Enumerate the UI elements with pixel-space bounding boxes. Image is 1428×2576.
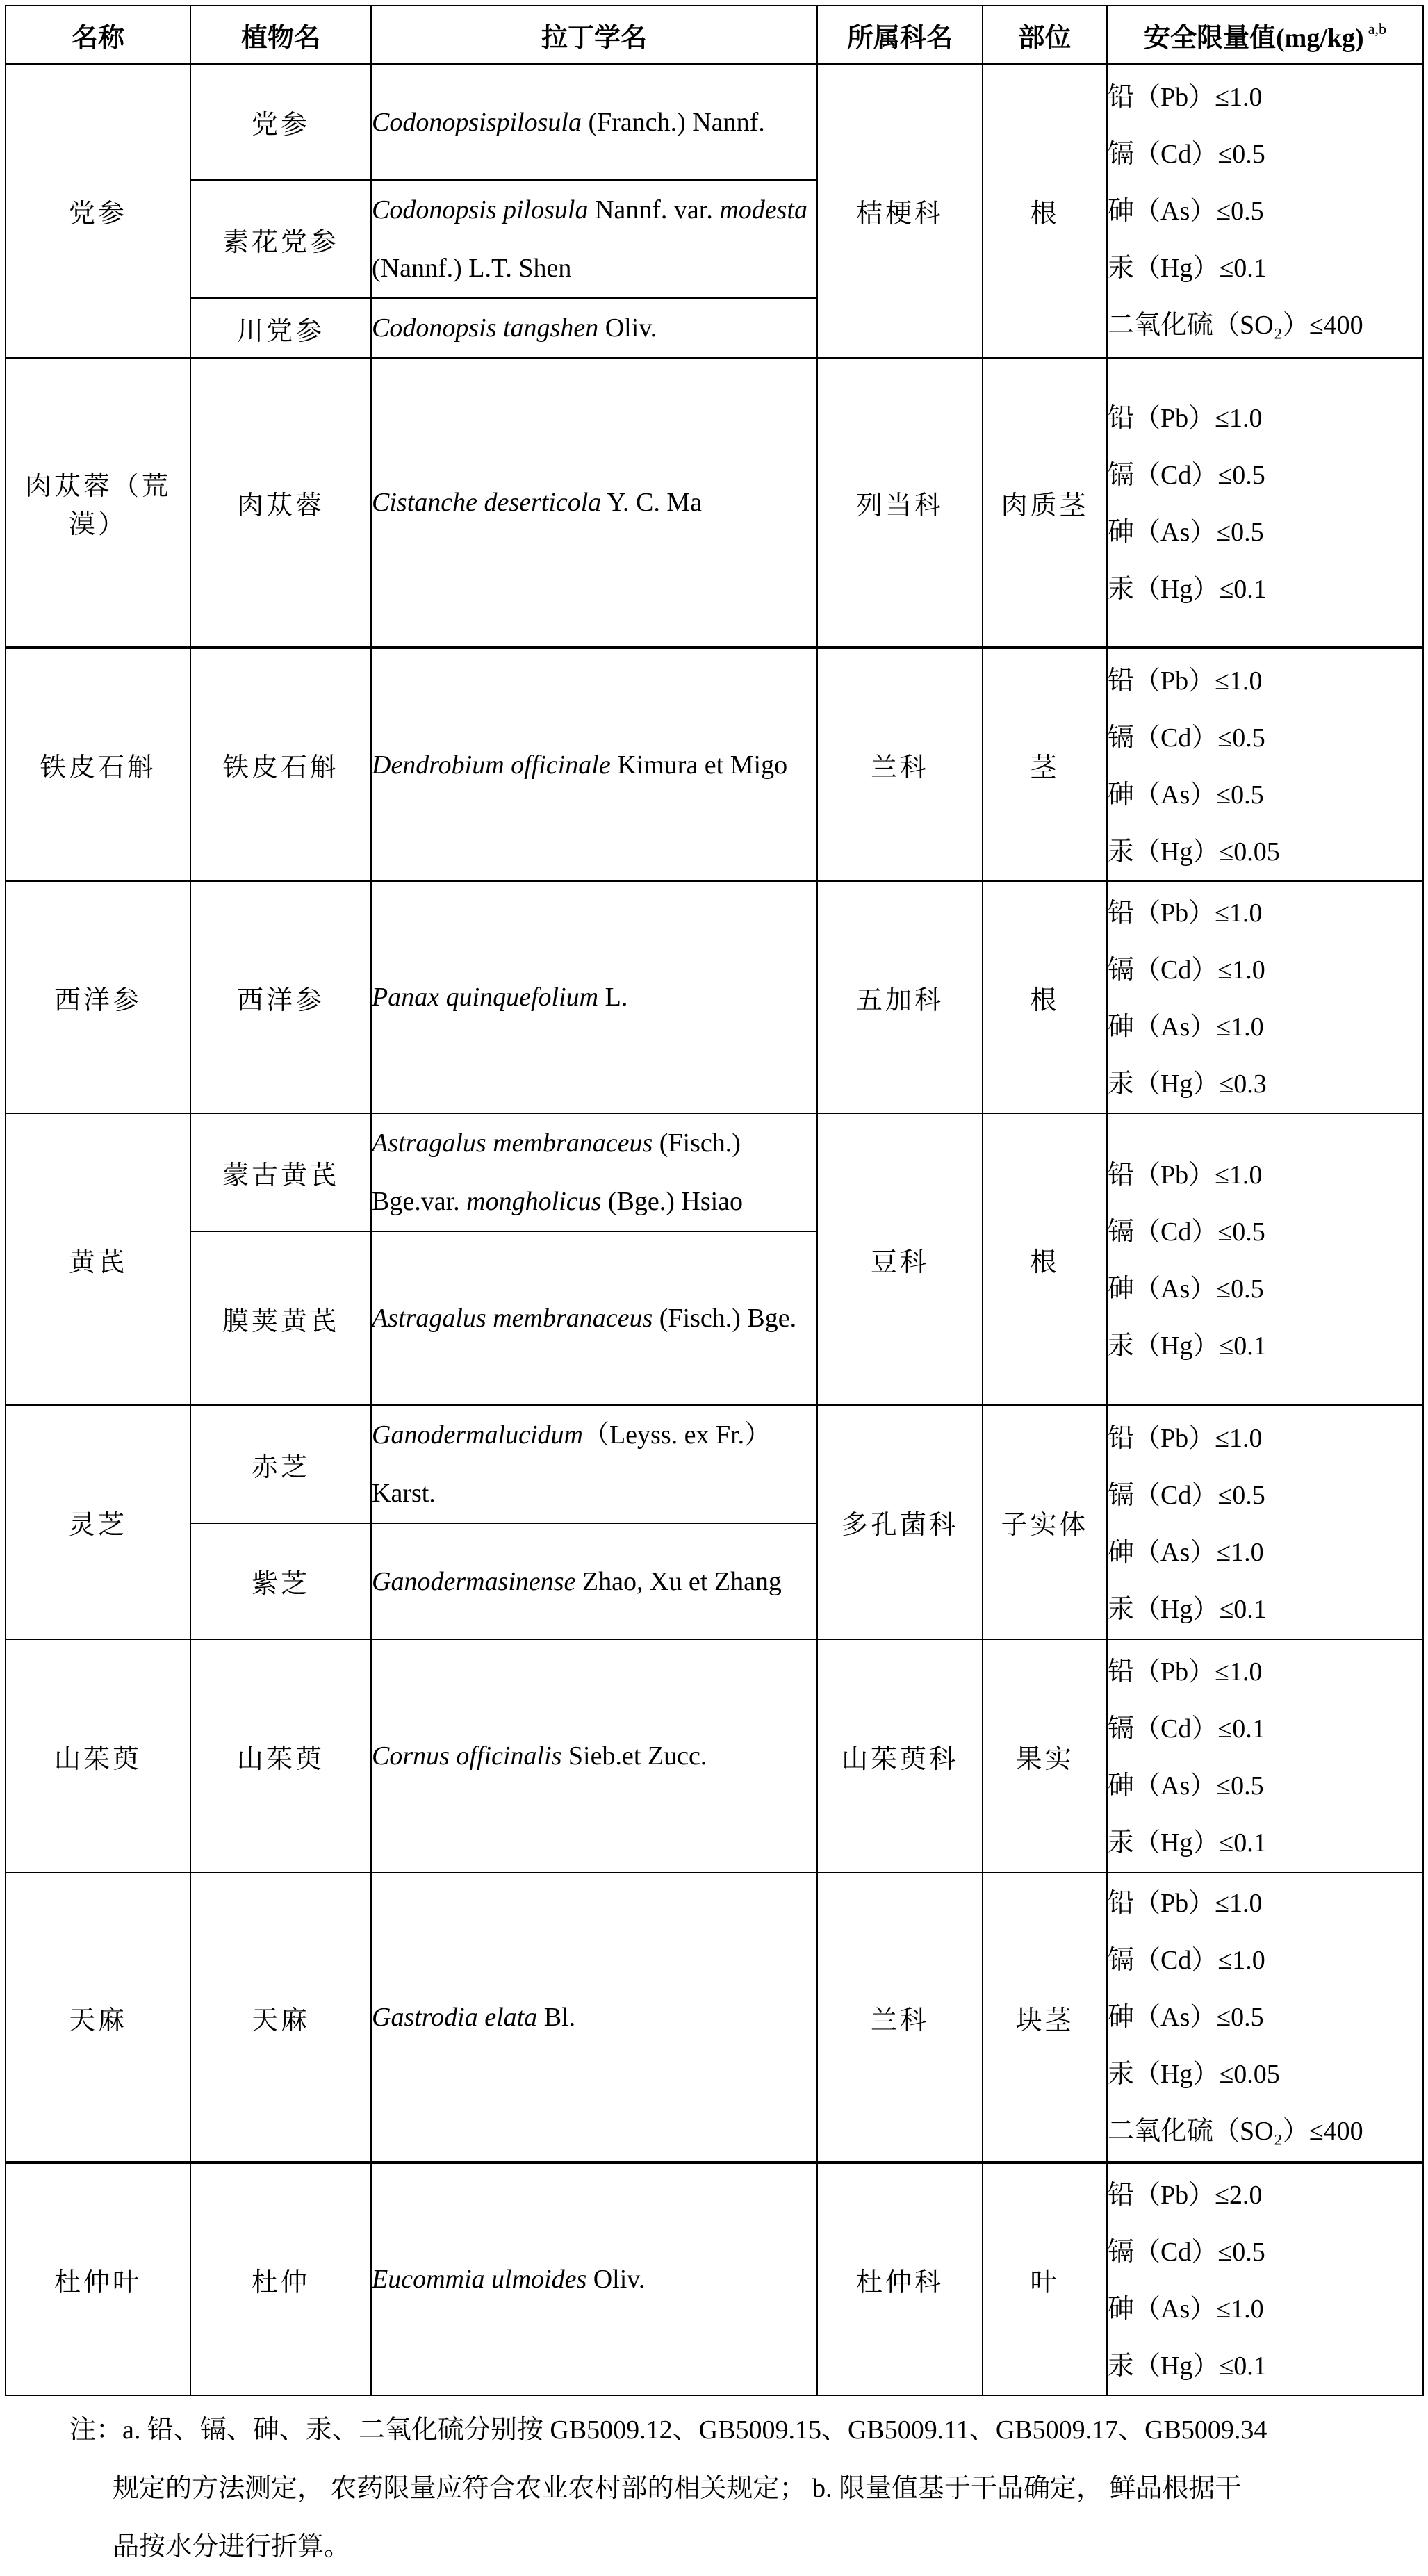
table-row [6, 358, 1423, 648]
limit-value: 二氧化硫（SO₂）≤400 [1108, 310, 1363, 340]
latin-italic: Ganodermasinense [372, 1566, 576, 1596]
plant-name: 川党参 [190, 298, 371, 358]
limit-value: 砷（As）≤0.5 [1108, 1274, 1264, 1304]
header-latin: 拉丁学名 [371, 6, 817, 64]
latin-author: (Fisch.) Bge. [653, 1304, 797, 1333]
latin-italic: Gastrodia elata [372, 2003, 538, 2032]
limit-value: 铅（Pb）≤1.0 [1108, 899, 1263, 928]
latin-author: L. [598, 983, 628, 1012]
latin-name [371, 1639, 817, 1873]
family-name: 兰科 [817, 1873, 983, 2163]
family-name: 杜仲科 [817, 2163, 983, 2395]
latin-name [371, 1113, 817, 1231]
table-row [6, 1873, 1423, 2163]
plant-part: 根 [983, 64, 1107, 358]
herb-name: 肉苁蓉（荒漠） [6, 358, 190, 648]
latin-name [371, 1231, 817, 1405]
limit-value: 汞（Hg）≤0.05 [1108, 837, 1280, 867]
plant-part: 肉质茎 [983, 358, 1107, 648]
limit-cell [1107, 358, 1423, 648]
family-name: 豆科 [817, 1113, 983, 1405]
table-notes [69, 2401, 1404, 2576]
herb-name: 党参 [6, 64, 190, 358]
table-row [6, 1405, 1423, 1523]
limit-value: 汞（Hg）≤0.1 [1108, 575, 1267, 604]
family-name: 兰科 [817, 648, 983, 881]
table-row [6, 1113, 1423, 1231]
plant-name: 紫芝 [190, 1523, 371, 1639]
plant-part: 叶 [983, 2163, 1107, 2395]
latin-name [371, 648, 817, 881]
latin-name [371, 64, 817, 180]
herb-name: 天麻 [6, 1873, 190, 2163]
latin-author: Y. C. Ma [601, 488, 702, 517]
limit-value: 砷（As）≤0.5 [1108, 1771, 1264, 1800]
table-row [6, 1639, 1423, 1873]
limit-value: 镉（Cd）≤1.0 [1108, 1946, 1265, 1975]
note-line-1: 注：a. 铅、镉、砷、汞、二氧化硫分别按 GB5009.12、GB5009.15、GB5009.11、GB5009.17、GB5009.34 [69, 2415, 1267, 2445]
limit-cell [1107, 1405, 1423, 1639]
table-row [6, 64, 1423, 180]
limit-value: 铅（Pb）≤1.0 [1108, 1160, 1263, 1190]
latin-italic: Ganodermalucidum [372, 1420, 583, 1450]
latin-name [371, 1523, 817, 1639]
limit-cell [1107, 2163, 1423, 2395]
limit-value: 铅（Pb）≤1.0 [1108, 404, 1263, 433]
limit-value: 镉（Cd）≤0.5 [1108, 139, 1265, 169]
herb-name: 杜仲叶 [6, 2163, 190, 2395]
limit-value: 砷（As）≤0.5 [1108, 2003, 1264, 2032]
limit-value: 镉（Cd）≤0.5 [1108, 461, 1265, 490]
limit-value: 汞（Hg）≤0.1 [1108, 253, 1267, 283]
limit-value: 镉（Cd）≤0.5 [1108, 723, 1265, 753]
plant-name: 党参 [190, 64, 371, 180]
limit-value: 铅（Pb）≤2.0 [1108, 2181, 1263, 2210]
limit-value: 镉（Cd）≤0.1 [1108, 1714, 1265, 1744]
plant-name: 素花党参 [190, 180, 371, 298]
latin-italic: Codonopsispilosula [372, 107, 582, 137]
note-line-3: 品按水分进行折算。 [113, 2532, 351, 2561]
plant-name: 蒙古黄芪 [190, 1113, 371, 1231]
latin-author-2: (Bge.) Hsiao [601, 1187, 744, 1216]
latin-italic: Panax quinquefolium [372, 983, 599, 1012]
plant-name: 铁皮石斛 [190, 648, 371, 881]
limit-value: 汞（Hg）≤0.1 [1108, 1594, 1267, 1624]
plant-name: 肉苁蓉 [190, 358, 371, 648]
limit-value: 镉（Cd）≤0.5 [1108, 2238, 1265, 2267]
header-family: 所属科名 [817, 6, 983, 64]
limit-value: 铅（Pb）≤1.0 [1108, 82, 1263, 112]
latin-name [371, 881, 817, 1113]
plant-name: 天麻 [190, 1873, 371, 2163]
limit-value: 铅（Pb）≤1.0 [1108, 1657, 1263, 1687]
herb-name: 山茱萸 [6, 1639, 190, 1873]
latin-author: (Franch.) Nannf. [581, 107, 765, 137]
limit-value: 砷（As）≤1.0 [1108, 2295, 1264, 2324]
family-name: 桔梗科 [817, 64, 983, 358]
table-row [6, 881, 1423, 1113]
limit-value: 镉（Cd）≤0.5 [1108, 1217, 1265, 1247]
limit-cell [1107, 648, 1423, 881]
latin-name [371, 2163, 817, 2395]
latin-author: Nannf. var. [588, 195, 720, 224]
header-limit: 安全限量值(mg/kg) $^{a,b}$ [1107, 6, 1423, 64]
latin-italic: Codonopsis tangshen [372, 313, 599, 343]
latin-italic: Astragalus membranaceus [372, 1129, 653, 1158]
limit-value: 铅（Pb）≤1.0 [1108, 1889, 1263, 1918]
latin-name [371, 1873, 817, 2163]
family-name: 五加科 [817, 881, 983, 1113]
latin-author: Zhao, Xu et Zhang [575, 1566, 782, 1596]
limit-cell [1107, 881, 1423, 1113]
latin-italic: Dendrobium officinale [372, 750, 611, 780]
family-name: 列当科 [817, 358, 983, 648]
plant-name: 膜荚黄芪 [190, 1231, 371, 1405]
latin-author: Sieb.et Zucc. [561, 1741, 707, 1771]
limit-value: 二氧化硫（SO₂）≤400 [1108, 2117, 1363, 2146]
table-header-row [6, 6, 1423, 64]
header-name: 名称 [6, 6, 190, 64]
limit-value: 砷（As）≤1.0 [1108, 1012, 1264, 1042]
plant-part: 子实体 [983, 1405, 1107, 1639]
safety-limits-table [5, 5, 1424, 2396]
limit-cell [1107, 64, 1423, 358]
limit-value: 砷（As）≤0.5 [1108, 196, 1264, 226]
limit-value: 铅（Pb）≤1.0 [1108, 666, 1263, 696]
latin-author: （Leyss. ex Fr.）Karst. [372, 1420, 771, 1508]
latin-author: Oliv. [598, 313, 657, 343]
plant-part: 根 [983, 1113, 1107, 1405]
latin-author: (Fisch.) Bge.var. [372, 1129, 741, 1216]
herb-name: 西洋参 [6, 881, 190, 1113]
note-line-2: 规定的方法测定， 农药限量应符合农业农村部的相关规定； b. 限量值基于干品确定， 鲜品根据干 [113, 2474, 1242, 2503]
limit-cell [1107, 1639, 1423, 1873]
limit-value: 镉（Cd）≤0.5 [1108, 1480, 1265, 1510]
limit-value: 汞（Hg）≤0.1 [1108, 1828, 1267, 1857]
plant-part: 根 [983, 881, 1107, 1113]
table-row [6, 648, 1423, 881]
plant-name: 杜仲 [190, 2163, 371, 2395]
herb-name: 灵芝 [6, 1405, 190, 1639]
limit-value: 砷（As）≤0.5 [1108, 780, 1264, 810]
plant-name: 山茱萸 [190, 1639, 371, 1873]
latin-author: Oliv. [586, 2265, 646, 2294]
latin-italic: Cistanche deserticola [372, 488, 602, 517]
limit-value: 汞（Hg）≤0.3 [1108, 1069, 1267, 1099]
limit-value: 铅（Pb）≤1.0 [1108, 1423, 1263, 1453]
plant-part: 果实 [983, 1639, 1107, 1873]
limit-value: 汞（Hg）≤0.05 [1108, 2060, 1280, 2089]
plant-part: 块茎 [983, 1873, 1107, 2163]
limit-value: 砷（As）≤1.0 [1108, 1537, 1264, 1567]
latin-author: Kimura et Migo [610, 750, 788, 780]
latin-author-2: (Nannf.) L.T. Shen [372, 254, 572, 283]
latin-name [371, 298, 817, 358]
table-row [6, 2163, 1423, 2395]
header-superscript: a,b [1368, 19, 1386, 38]
latin-italic: Cornus officinalis [372, 1741, 562, 1771]
latin-italic: Eucommia ulmoides [372, 2265, 587, 2294]
family-name: 多孔菌科 [817, 1405, 983, 1639]
latin-italic: Codonopsis pilosula [372, 195, 589, 224]
herb-name: 铁皮石斛 [6, 648, 190, 881]
latin-name [371, 1405, 817, 1523]
latin-italic-2: modesta [719, 195, 807, 224]
latin-author: Bl. [537, 2003, 576, 2032]
plant-name: 赤芝 [190, 1405, 371, 1523]
plant-part: 茎 [983, 648, 1107, 881]
latin-italic-2: mongholicus [466, 1187, 602, 1216]
header-part: 部位 [983, 6, 1107, 64]
latin-name [371, 358, 817, 648]
limit-value: 汞（Hg）≤0.1 [1108, 2352, 1267, 2381]
limit-cell [1107, 1873, 1423, 2163]
herb-name: 黄芪 [6, 1113, 190, 1405]
latin-italic: Astragalus membranaceus [372, 1304, 653, 1333]
latin-name [371, 180, 817, 298]
limit-value: 砷（As）≤0.5 [1108, 518, 1264, 547]
family-name: 山茱萸科 [817, 1639, 983, 1873]
limit-value: 汞（Hg）≤0.1 [1108, 1331, 1267, 1361]
plant-name: 西洋参 [190, 881, 371, 1113]
header-plant: 植物名 [190, 6, 371, 64]
limit-cell [1107, 1113, 1423, 1405]
limit-value: 镉（Cd）≤1.0 [1108, 955, 1265, 985]
